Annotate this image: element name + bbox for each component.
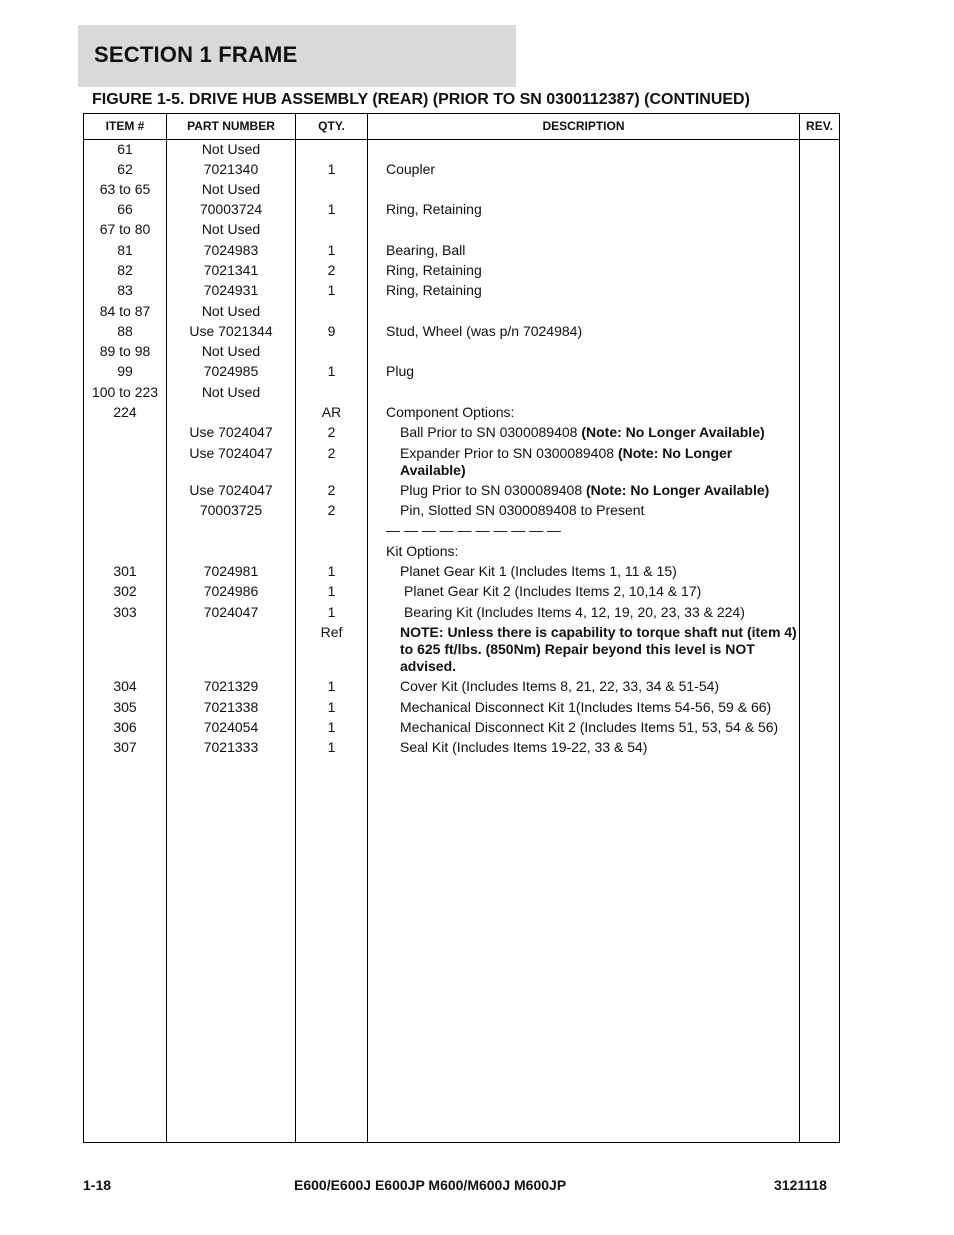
description-text: Stud, Wheel (was p/n 7024984) [386, 323, 583, 339]
footer-doc-number: 3121118 [774, 1177, 827, 1193]
description [386, 404, 796, 421]
description-text: — — — — — — — — — — [386, 522, 562, 538]
item-number: 224 [113, 404, 137, 420]
description-text: Mechanical Disconnect Kit 2 (Includes Items 51, 53, 54 & 56) [400, 719, 779, 735]
description [400, 739, 800, 756]
header-part-number: PART NUMBER [187, 119, 275, 133]
description [400, 678, 800, 695]
description [386, 282, 796, 299]
description [386, 522, 796, 539]
part-number: 7024986 [203, 583, 259, 599]
item-number: 88 [117, 323, 133, 339]
description [400, 482, 800, 499]
column-divider [367, 114, 368, 1142]
item-number: 305 [113, 699, 137, 715]
item-number: 67 to 80 [99, 221, 151, 237]
description-text: Bearing, Ball [386, 242, 466, 258]
item-number: 100 to 223 [91, 384, 159, 400]
description [386, 323, 796, 340]
description-text: Cover Kit (Includes Items 8, 21, 22, 33, 34 & 51-54) [400, 678, 720, 694]
description [386, 262, 796, 279]
section-title: SECTION 1 FRAME [94, 42, 298, 67]
quantity: 1 [327, 604, 336, 620]
quantity: 1 [327, 242, 336, 258]
description-text: Ring, Retaining [386, 262, 482, 278]
part-number: 7024983 [203, 242, 259, 258]
description [386, 363, 796, 380]
figure-title: FIGURE 1-5. DRIVE HUB ASSEMBLY (REAR) (PRIOR TO SN 0300112387) (CONTINUED) [92, 91, 750, 108]
description-note: (Note: No Longer Available) [581, 424, 765, 440]
part-number: 70003725 [199, 502, 263, 518]
description-text: Ring, Retaining [386, 201, 482, 217]
description-text: Bearing Kit (Includes Items 4, 12, 19, 20, 23, 33 & 224) [404, 604, 745, 620]
description [386, 242, 796, 259]
description-note: (Note: No Longer Available) [400, 445, 733, 478]
quantity: 9 [327, 323, 336, 339]
description [386, 161, 796, 178]
quantity: 1 [327, 363, 336, 379]
part-number: Not Used [201, 303, 261, 319]
item-number: 99 [117, 363, 133, 379]
item-number: 61 [117, 141, 133, 157]
header-rev: REV. [806, 119, 833, 133]
quantity: Ref [320, 624, 343, 640]
quantity: 1 [327, 678, 336, 694]
quantity: 1 [327, 161, 336, 177]
quantity: 2 [327, 482, 336, 498]
part-number: 7024047 [203, 604, 259, 620]
item-number: 303 [113, 604, 137, 620]
item-number: 304 [113, 678, 137, 694]
item-number: 83 [117, 282, 133, 298]
description-note: (Note: No Longer Available) [586, 482, 770, 498]
description [404, 604, 800, 621]
description [400, 563, 800, 580]
description-text: Plug [386, 363, 415, 379]
description-text: Ring, Retaining [386, 282, 482, 298]
item-number: 301 [113, 563, 137, 579]
quantity: 1 [327, 739, 336, 755]
part-number: 70003724 [199, 201, 263, 217]
quantity: AR [321, 404, 342, 420]
item-number: 62 [117, 161, 133, 177]
part-number: Not Used [201, 384, 261, 400]
description-text: Plug Prior to SN 0300089408 [400, 482, 587, 498]
item-number: 307 [113, 739, 137, 755]
part-number: 7021329 [203, 678, 259, 694]
description-text: Planet Gear Kit 2 (Includes Items 2, 10,14 & 17) [404, 583, 702, 599]
quantity: 1 [327, 719, 336, 735]
quantity: 2 [327, 502, 336, 518]
item-number: 306 [113, 719, 137, 735]
part-number: Not Used [201, 343, 261, 359]
description [386, 201, 796, 218]
part-number: Use 7024047 [189, 445, 273, 461]
header-divider [84, 139, 839, 140]
part-number: Not Used [201, 221, 261, 237]
description-text: Planet Gear Kit 1 (Includes Items 1, 11 & 15) [400, 563, 677, 579]
quantity: 2 [327, 424, 336, 440]
part-number: Not Used [201, 181, 261, 197]
part-number: 7024931 [203, 282, 259, 298]
part-number: Use 7021344 [189, 323, 273, 339]
header-item: ITEM # [105, 119, 145, 133]
description-text: Coupler [386, 161, 436, 177]
part-number: 7024981 [203, 563, 259, 579]
description-note: NOTE: Unless there is capability to torque shaft nut (item 4) to 625 ft/lbs. (850Nm) Repair beyond this level is NOT advised. [400, 624, 797, 674]
description-text: Expander Prior to SN 0300089408 [400, 445, 618, 461]
quantity: 1 [327, 699, 336, 715]
description [400, 624, 800, 675]
description [400, 424, 800, 441]
description-text: Kit Options: [386, 543, 459, 559]
quantity: 2 [327, 262, 336, 278]
item-number: 84 to 87 [99, 303, 151, 319]
description [400, 445, 800, 479]
part-number: 7024054 [203, 719, 259, 735]
description-text: Pin, Slotted SN 0300089408 to Present [400, 502, 645, 518]
item-number: 66 [117, 201, 133, 217]
part-number: Use 7024047 [189, 482, 273, 498]
item-number: 81 [117, 242, 133, 258]
item-number: 63 to 65 [99, 181, 151, 197]
part-number: Use 7024047 [189, 424, 273, 440]
page-number: 1-18 [83, 1177, 112, 1193]
description-text: Seal Kit (Includes Items 19-22, 33 & 54) [400, 739, 648, 755]
quantity: 1 [327, 563, 336, 579]
description-text: Component Options: [386, 404, 515, 420]
part-number: Not Used [201, 141, 261, 157]
part-number: 7021338 [203, 699, 259, 715]
description [404, 583, 800, 600]
description [386, 543, 796, 560]
item-number: 302 [113, 583, 137, 599]
description [400, 502, 800, 519]
header-qty: QTY. [318, 119, 345, 133]
description-text: Ball Prior to SN 0300089408 [400, 424, 582, 440]
description [400, 719, 800, 736]
part-number: 7021340 [203, 161, 259, 177]
header-description: DESCRIPTION [542, 119, 625, 133]
quantity: 1 [327, 583, 336, 599]
footer-models: E600/E600J E600JP M600/M600J M600JP [294, 1177, 567, 1193]
quantity: 1 [327, 282, 336, 298]
item-number: 82 [117, 262, 133, 278]
quantity: 1 [327, 201, 336, 217]
description [400, 699, 800, 716]
description-text: Mechanical Disconnect Kit 1(Includes Items 54-56, 59 & 66) [400, 699, 772, 715]
part-number: 7021341 [203, 262, 259, 278]
part-number: 7024985 [203, 363, 259, 379]
quantity: 2 [327, 445, 336, 461]
parts-table [83, 113, 840, 1143]
part-number: 7021333 [203, 739, 259, 755]
item-number: 89 to 98 [99, 343, 151, 359]
